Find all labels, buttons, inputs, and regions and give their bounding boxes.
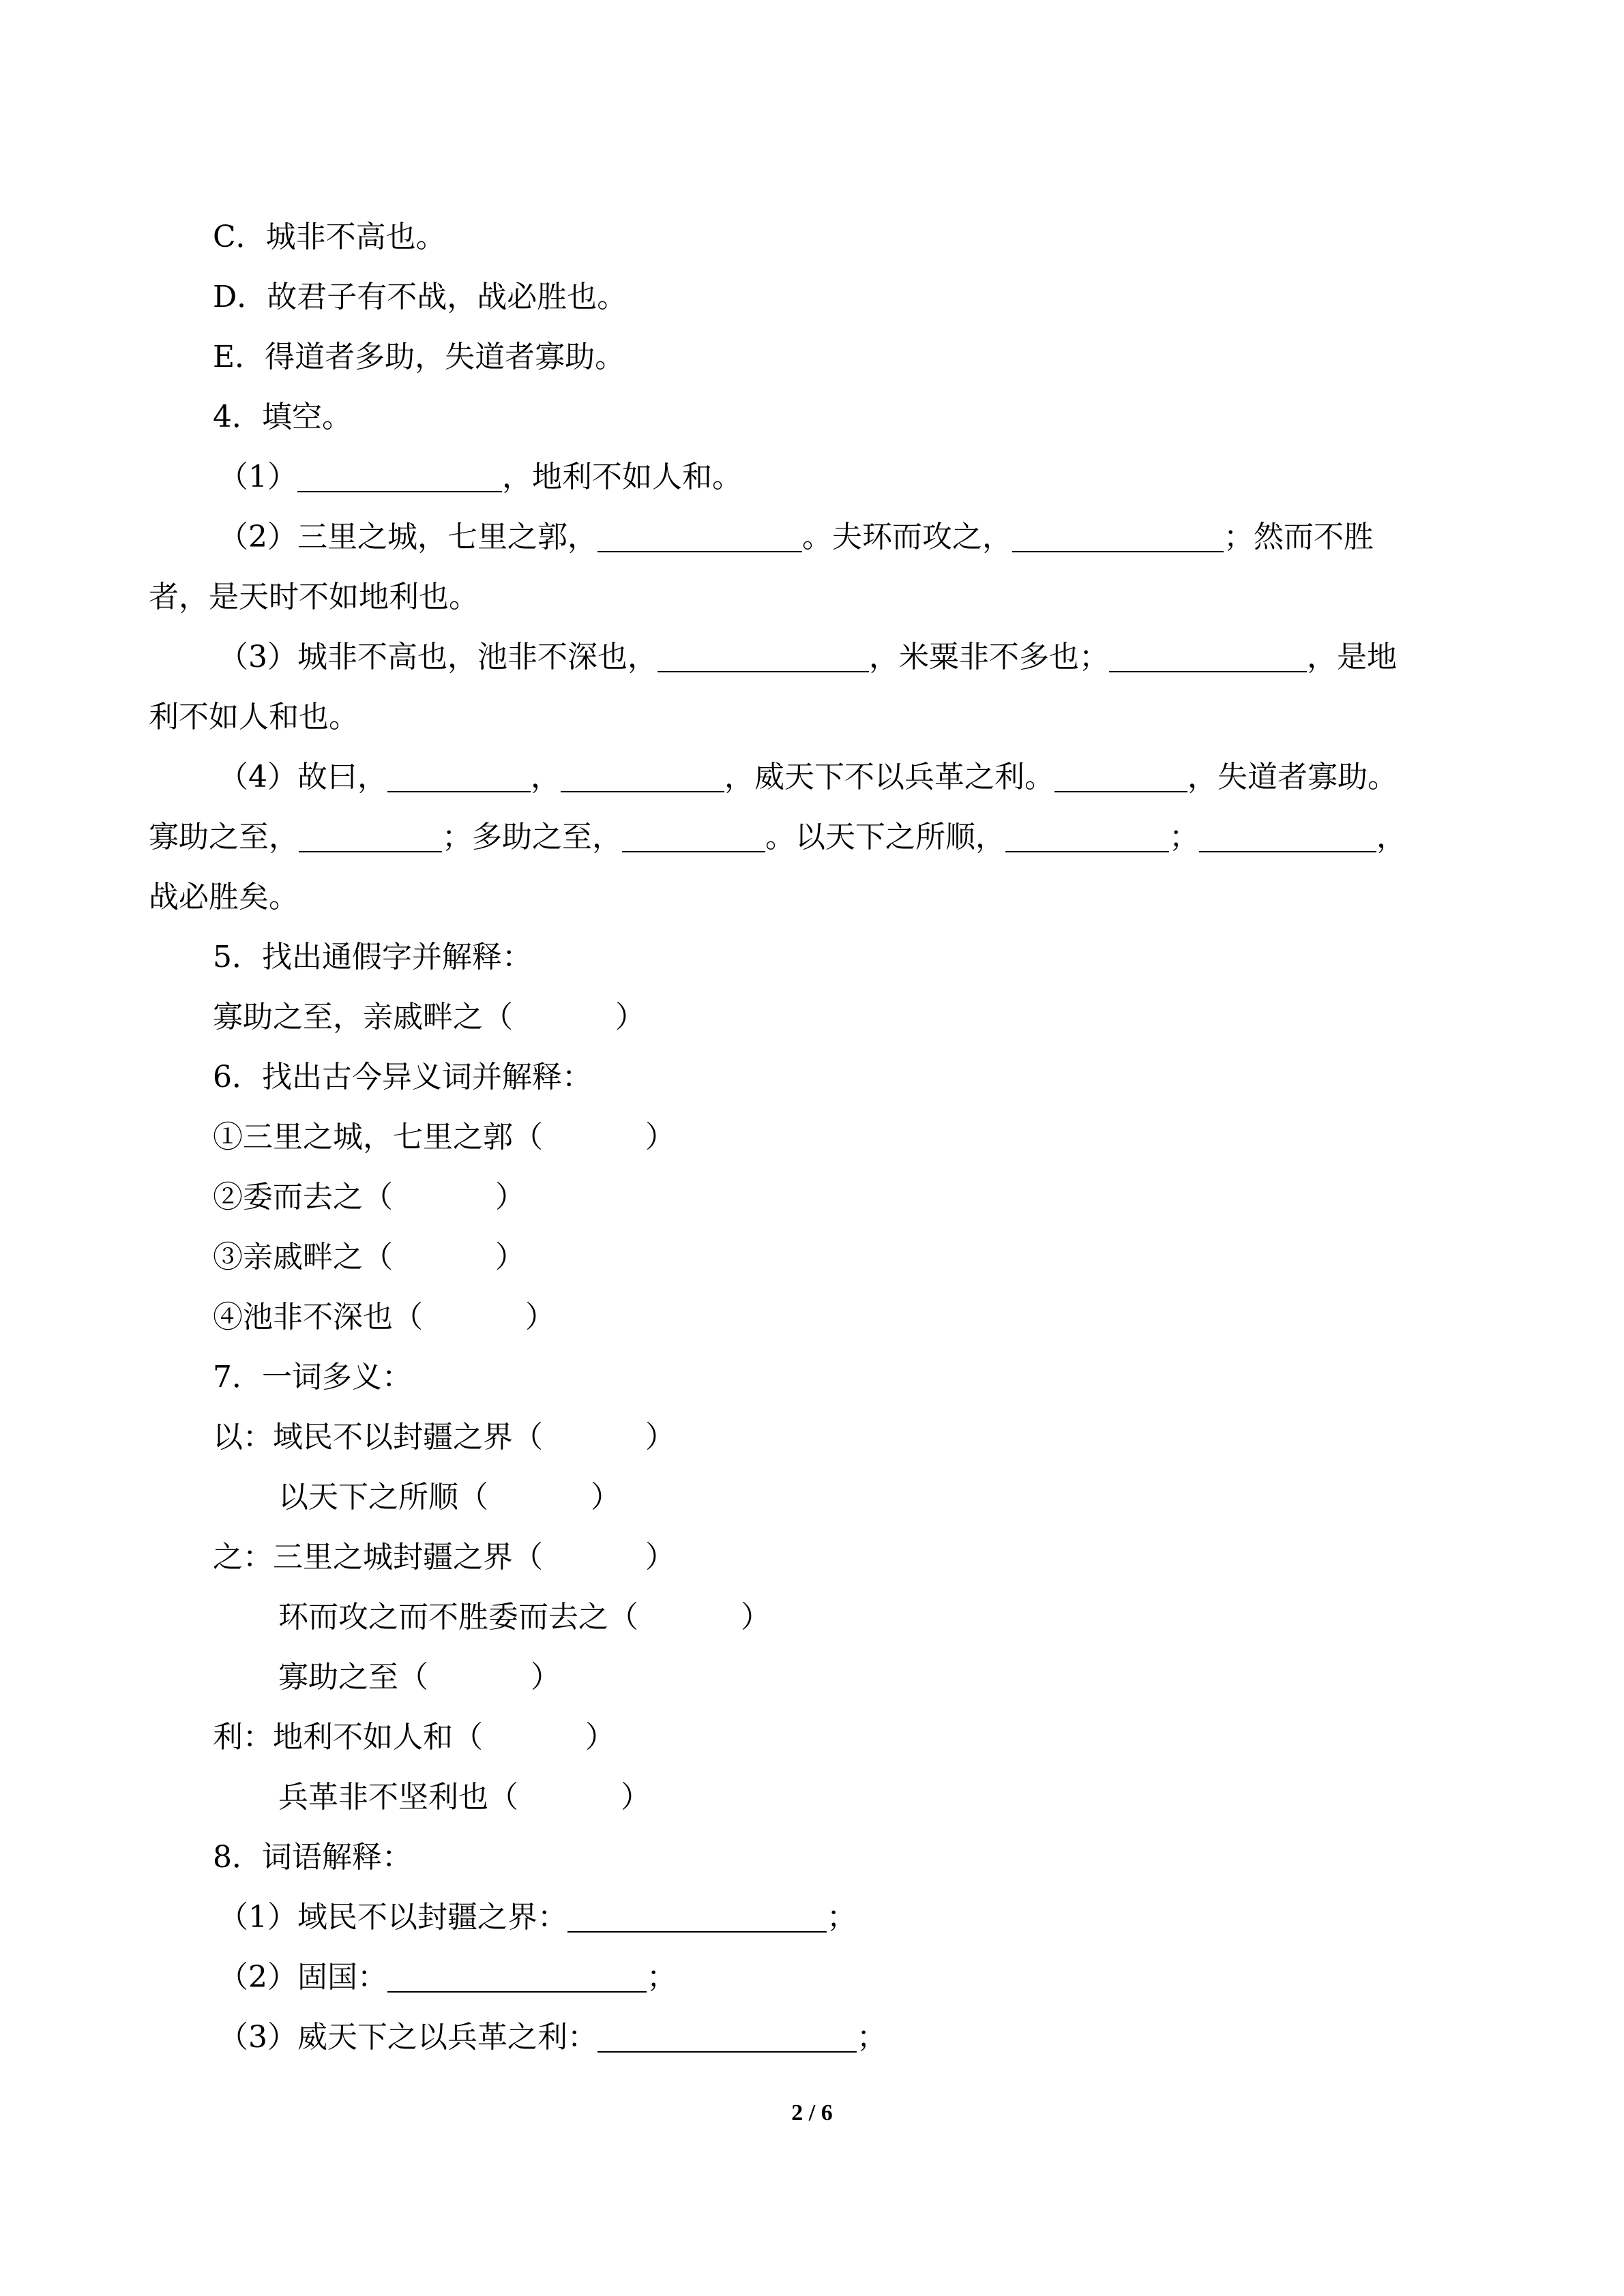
option-d: D．故君子有不战，战必胜也。 [213,280,628,314]
question-4-item-4-end: 战必胜矣。 [149,880,299,914]
page-number: 2 / 6 [791,2100,833,2126]
option-e: E．得道者多助，失道者寡助。 [213,340,625,374]
question-6-item-3: ③亲戚畔之（ ） [213,1240,525,1274]
answer-blank[interactable] [658,640,869,672]
question-8-heading: 8．词语解释： [213,1840,412,1875]
answer-blank[interactable] [1109,640,1307,672]
answer-blank[interactable] [597,2020,857,2053]
answer-blank[interactable] [387,1960,647,1993]
question-7-item-6: 利：地利不如人和（ ） [213,1720,615,1755]
question-6-item-4: ④池非不深也（ ） [213,1300,555,1335]
question-4-item-2: （2）三里之城，七里之郭， 。夫环而攻之， ；然而不胜 [218,520,1374,554]
answer-blank[interactable] [561,760,724,792]
question-4-heading: 4．填空。 [213,400,352,434]
question-7-item-3: 之：三里之城封疆之界（ ） [213,1540,675,1575]
question-5-item-1: 寡助之至，亲戚畔之（ ） [213,1000,645,1034]
question-4-item-1: （1） ，地利不如人和。 [218,460,742,494]
answer-blank[interactable] [567,1900,827,1933]
option-c: C．城非不高也。 [213,220,446,254]
question-7-heading: 7．一词多义： [213,1360,412,1395]
answer-blank[interactable] [1054,760,1187,792]
question-4-item-3-cont: 利不如人和也。 [149,700,359,734]
answer-blank[interactable] [299,820,442,852]
question-8-item-1: （1）域民不以封疆之界： ； [218,1900,857,1935]
question-4-item-4-cont: 寡助之至， ；多助之至， 。以天下之所顺， ； ， [149,820,1406,854]
question-4-item-2-cont: 者，是天时不如地利也。 [149,580,479,614]
answer-blank[interactable] [1199,820,1376,852]
question-6-item-1: ①三里之城，七里之郭（ ） [213,1120,675,1154]
question-7-item-5: 寡助之至（ ） [278,1660,561,1695]
question-6-item-2: ②委而去之（ ） [213,1180,525,1214]
question-7-item-7: 兵革非不坚利也（ ） [278,1780,651,1815]
question-7-item-2: 以天下之所顺（ ） [278,1480,621,1515]
answer-blank[interactable] [597,520,802,552]
question-8-item-3: （3）威天下之以兵革之利： ； [218,2020,887,2055]
question-4-item-3: （3）城非不高也，池非不深也， ，米粟非不多也； ，是地 [218,640,1397,674]
question-7-item-1: 以：域民不以封疆之界（ ） [213,1420,675,1455]
answer-blank[interactable] [1012,520,1224,552]
question-6-heading: 6．找出古今异义词并解释： [213,1060,592,1094]
question-4-item-4: （4）故曰， ， ，威天下不以兵革之利。 ，失道者寡助。 [218,760,1398,794]
answer-blank[interactable] [387,760,531,792]
question-8-item-2: （2）固国： ； [218,1960,677,1995]
answer-blank[interactable] [622,820,765,852]
question-5-heading: 5．找出通假字并解释： [213,940,532,974]
question-7-item-4: 环而攻之而不胜委而去之（ ） [278,1600,771,1635]
answer-blank[interactable] [1005,820,1169,852]
answer-blank[interactable] [297,460,502,492]
